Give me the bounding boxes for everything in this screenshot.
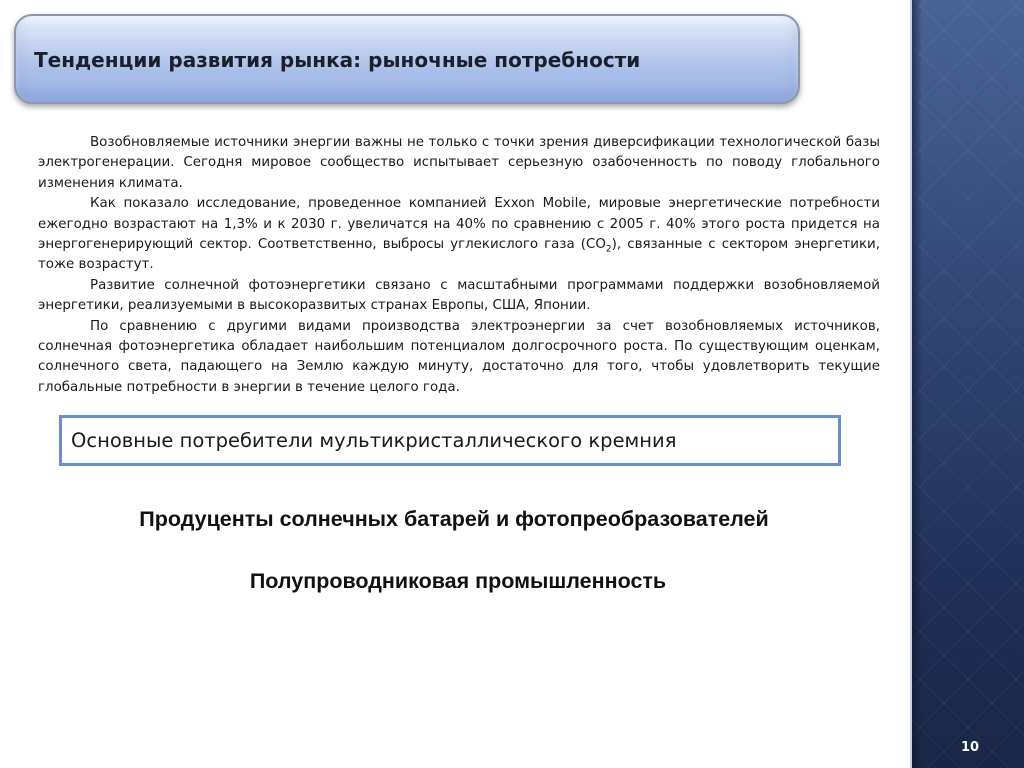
slide-title: Тенденции развития рынка: рыночные потребности xyxy=(34,48,641,72)
paragraph-2 xyxy=(38,194,880,276)
paragraph-3: Развитие солнечной фотоэнергетики связано с масштабными программами поддержки возобновляемой энергетики, реализуемыми в высокоразвитых странах Европы, США, Японии. xyxy=(38,277,880,314)
consumer-item-semiconductor: Полупроводниковая промышленность xyxy=(249,569,667,593)
consumers-heading: Основные потребители мультикристаллического кремния xyxy=(71,429,677,452)
body-text xyxy=(38,133,880,398)
title-bar xyxy=(14,14,800,104)
paragraph-2-text-before: Как показало исследование, проведенное компанией Exxon Mobile, мировые энергетические потребности ежегодно возрастают на 1,3% и к 2030 г. увеличатся на 40% по сравнению с 2005 г. 40% этого роста придется на энергогенерирующий сектор. Соответственно, выбросы углекислого газа (CO xyxy=(38,196,880,253)
paragraph-1: Возобновляемые источники энергии важны не только с точки зрения диверсификации технологической базы электрогенерации. Сегодня мировое сообщество испытывает серьезную озабоченность по поводу глобального изменения климата. xyxy=(38,135,880,191)
consumer-item-solar: Продуценты солнечных батарей и фотопреобразователей xyxy=(139,507,769,531)
paragraph-2-text-after: ), связанные с сектором энергетики, тоже возрастут. xyxy=(38,237,880,273)
decorative-side-panel xyxy=(912,0,1024,768)
co2-subscript: 2 xyxy=(605,244,612,255)
paragraph-4: По сравнению с другими видами производства электроэнергии за счет возобновляемых источников, солнечная фотоэнергетика обладает наибольшим потенциалом долгосрочного роста. По существующим оценкам, солнечного света, падающего на Землю каждую минуту, достаточно для того, чтобы удовлетворить текущие глобальные потребности в энергии в течение целого года. xyxy=(38,318,880,395)
consumers-heading-box xyxy=(59,415,841,466)
page-number: 10 xyxy=(960,740,980,755)
